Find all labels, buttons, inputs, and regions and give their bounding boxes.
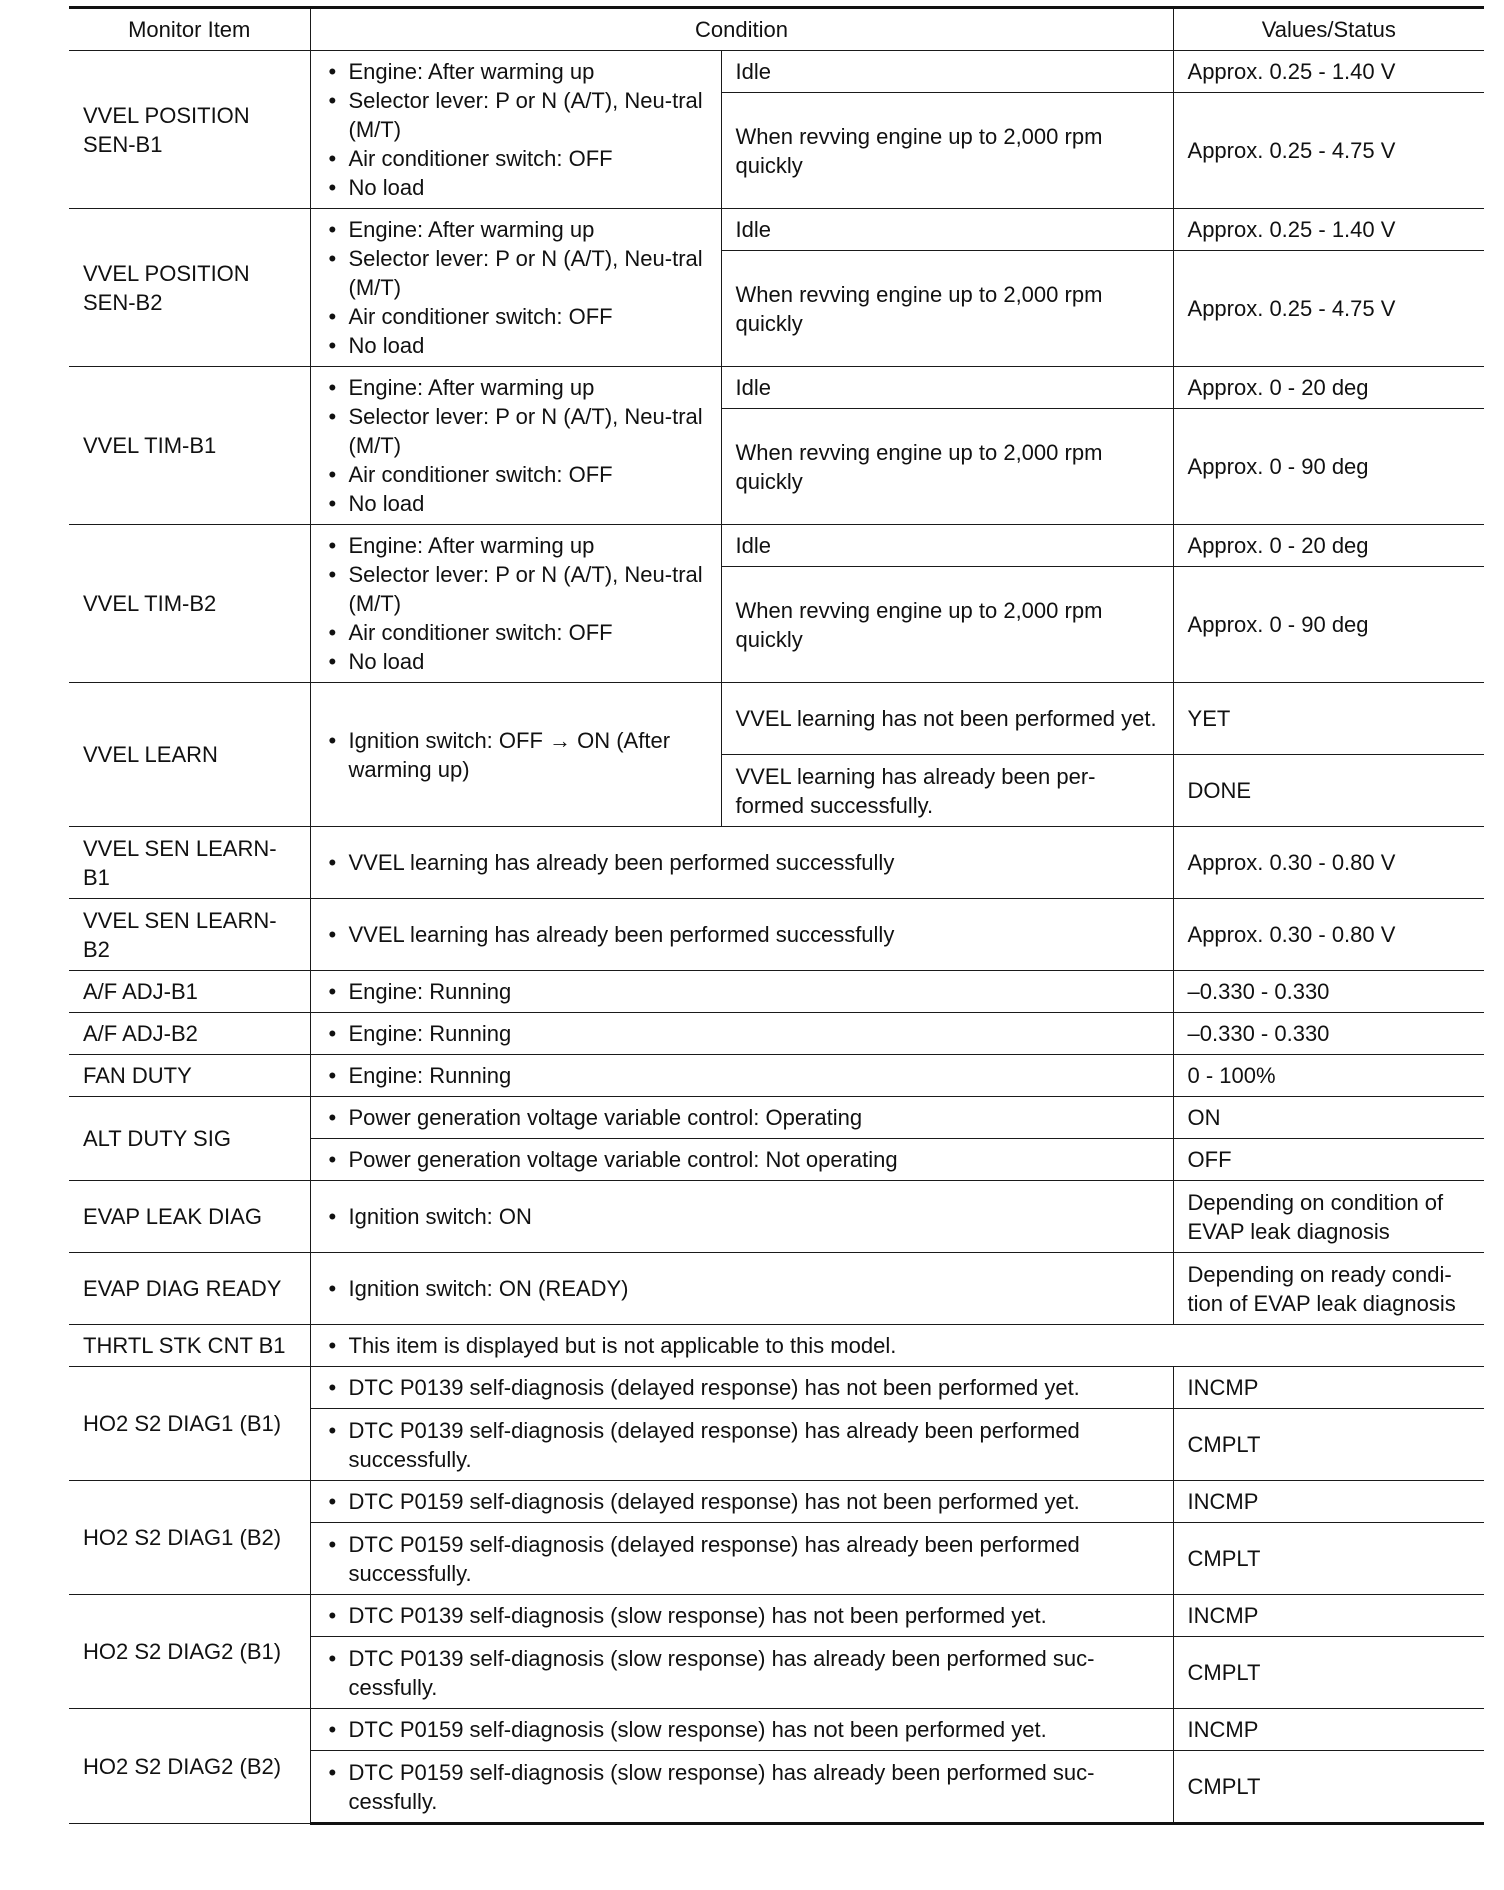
condition-bullet: • DTC P0139 self-diagnosis (slow response) has not been performed yet. (325, 1601, 1159, 1630)
value-cell: Approx. 0 - 20 deg (1173, 367, 1484, 409)
value-cell: –0.330 - 0.330 (1173, 1013, 1484, 1055)
condition-bullet: • DTC P0139 self-diagnosis (delayed response) has already been performed successfully. (325, 1416, 1159, 1474)
table-header-row (69, 8, 1484, 51)
value-cell: Approx. 0.30 - 0.80 V (1173, 827, 1484, 899)
condition-bullet: • Engine: Running (325, 1019, 1159, 1048)
value-cell: CMPLT (1173, 1637, 1484, 1709)
condition-list (310, 1409, 1173, 1481)
condition-bullet: • Air conditioner switch: OFF (325, 144, 707, 173)
value-cell: OFF (1173, 1139, 1484, 1181)
table-row (69, 1481, 1484, 1523)
monitor-item-name: VVEL POSITION SEN-B1 (69, 51, 310, 209)
condition-list (310, 1055, 1173, 1097)
table-row (69, 899, 1484, 971)
header-condition: Condition (310, 8, 1173, 51)
monitor-item-name: EVAP LEAK DIAG (69, 1181, 310, 1253)
value-cell: Approx. 0 - 90 deg (1173, 409, 1484, 525)
condition-list (310, 1481, 1173, 1523)
value-cell: Depending on condition of EVAP leak diagnosis (1173, 1181, 1484, 1253)
condition-bullet: • This item is displayed but is not applicable to this model. (325, 1331, 1471, 1360)
monitor-item-table (69, 6, 1484, 1825)
sub-condition: When revving engine up to 2,000 rpm quickly (721, 567, 1173, 683)
condition-list (310, 525, 721, 683)
value-cell: INCMP (1173, 1481, 1484, 1523)
value-cell: 0 - 100% (1173, 1055, 1484, 1097)
sub-condition: When revving engine up to 2,000 rpm quickly (721, 409, 1173, 525)
condition-list (310, 1325, 1484, 1367)
value-cell: CMPLT (1173, 1409, 1484, 1481)
condition-bullet: • Ignition switch: OFF → ON (After warming up) (325, 726, 707, 784)
condition-list (310, 1709, 1173, 1751)
table-row (69, 1013, 1484, 1055)
sub-condition: Idle (721, 51, 1173, 93)
table-row (69, 367, 1484, 409)
monitor-item-name: VVEL TIM-B2 (69, 525, 310, 683)
monitor-item-name: HO2 S2 DIAG1 (B2) (69, 1481, 310, 1595)
condition-bullet: • Engine: After warming up (325, 215, 707, 244)
condition-list (310, 51, 721, 209)
condition-list (310, 1523, 1173, 1595)
table-row (69, 683, 1484, 755)
value-cell: Depending on ready condi-tion of EVAP leak diagnosis (1173, 1253, 1484, 1325)
table-row (69, 971, 1484, 1013)
condition-list (310, 1637, 1173, 1709)
monitor-item-name: FAN DUTY (69, 1055, 310, 1097)
sub-condition: When revving engine up to 2,000 rpm quickly (721, 93, 1173, 209)
sub-condition: Idle (721, 367, 1173, 409)
value-cell: YET (1173, 683, 1484, 755)
condition-bullet: • No load (325, 647, 707, 676)
monitor-item-name: A/F ADJ-B2 (69, 1013, 310, 1055)
condition-bullet: • Engine: Running (325, 1061, 1159, 1090)
condition-list (310, 1181, 1173, 1253)
value-cell: –0.330 - 0.330 (1173, 971, 1484, 1013)
condition-bullet: • No load (325, 173, 707, 202)
condition-list (310, 209, 721, 367)
condition-list (310, 827, 1173, 899)
condition-bullet: • Ignition switch: ON (325, 1202, 1159, 1231)
condition-list (310, 367, 721, 525)
sub-condition: VVEL learning has already been per-formed successfully. (721, 755, 1173, 827)
table-row (69, 1325, 1484, 1367)
sub-condition: Idle (721, 209, 1173, 251)
condition-list (310, 1097, 1173, 1139)
condition-bullet: • DTC P0139 self-diagnosis (slow response) has already been performed suc-cessfully. (325, 1644, 1159, 1702)
table-row (69, 1253, 1484, 1325)
condition-bullet: • Selector lever: P or N (A/T), Neu-tral (M/T) (325, 560, 707, 618)
condition-bullet: • Power generation voltage variable control: Not operating (325, 1145, 1159, 1174)
value-cell: CMPLT (1173, 1751, 1484, 1824)
table-row (69, 1055, 1484, 1097)
condition-bullet: • Power generation voltage variable control: Operating (325, 1103, 1159, 1132)
table-row (69, 51, 1484, 93)
monitor-item-name: HO2 S2 DIAG1 (B1) (69, 1367, 310, 1481)
condition-list (310, 1139, 1173, 1181)
condition-bullet: • Selector lever: P or N (A/T), Neu-tral (M/T) (325, 244, 707, 302)
table-row (69, 1709, 1484, 1751)
value-cell: INCMP (1173, 1595, 1484, 1637)
value-cell: Approx. 0.25 - 1.40 V (1173, 51, 1484, 93)
sub-condition: When revving engine up to 2,000 rpm quickly (721, 251, 1173, 367)
monitor-item-name: VVEL LEARN (69, 683, 310, 827)
condition-list (310, 1751, 1173, 1824)
value-cell: CMPLT (1173, 1523, 1484, 1595)
value-cell: ON (1173, 1097, 1484, 1139)
monitor-item-name: HO2 S2 DIAG2 (B2) (69, 1709, 310, 1824)
condition-bullet: • VVEL learning has already been performed successfully (325, 848, 1159, 877)
condition-bullet: • DTC P0139 self-diagnosis (delayed response) has not been performed yet. (325, 1373, 1159, 1402)
monitor-item-name: HO2 S2 DIAG2 (B1) (69, 1595, 310, 1709)
value-cell: Approx. 0.25 - 1.40 V (1173, 209, 1484, 251)
table-row (69, 525, 1484, 567)
value-cell: DONE (1173, 755, 1484, 827)
condition-bullet: • DTC P0159 self-diagnosis (slow response) has already been performed suc-cessfully. (325, 1758, 1159, 1816)
monitor-item-name: VVEL SEN LEARN-B2 (69, 899, 310, 971)
condition-bullet: • Engine: Running (325, 977, 1159, 1006)
condition-bullet: • Air conditioner switch: OFF (325, 302, 707, 331)
monitor-item-name: VVEL SEN LEARN-B1 (69, 827, 310, 899)
condition-list (310, 1367, 1173, 1409)
condition-bullet: • Selector lever: P or N (A/T), Neu-tral (M/T) (325, 402, 707, 460)
condition-bullet: • Engine: After warming up (325, 373, 707, 402)
condition-list (310, 1253, 1173, 1325)
condition-bullet: • Engine: After warming up (325, 57, 707, 86)
table-row (69, 1367, 1484, 1409)
monitor-item-name: EVAP DIAG READY (69, 1253, 310, 1325)
header-monitor-item: Monitor Item (69, 8, 310, 51)
table-row (69, 1181, 1484, 1253)
condition-list (310, 683, 721, 827)
condition-bullet: • No load (325, 331, 707, 360)
sub-condition: VVEL learning has not been performed yet. (721, 683, 1173, 755)
value-cell: Approx. 0 - 90 deg (1173, 567, 1484, 683)
monitor-item-name: VVEL POSITION SEN-B2 (69, 209, 310, 367)
value-cell: INCMP (1173, 1367, 1484, 1409)
header-values-status: Values/Status (1173, 8, 1484, 51)
monitor-item-name: A/F ADJ-B1 (69, 971, 310, 1013)
sub-condition: Idle (721, 525, 1173, 567)
value-cell: Approx. 0 - 20 deg (1173, 525, 1484, 567)
condition-list (310, 1013, 1173, 1055)
monitor-item-name: THRTL STK CNT B1 (69, 1325, 310, 1367)
value-cell: Approx. 0.25 - 4.75 V (1173, 251, 1484, 367)
value-cell: INCMP (1173, 1709, 1484, 1751)
condition-list (310, 971, 1173, 1013)
condition-list (310, 899, 1173, 971)
table-row (69, 827, 1484, 899)
condition-bullet: • Selector lever: P or N (A/T), Neu-tral (M/T) (325, 86, 707, 144)
condition-bullet: • VVEL learning has already been performed successfully (325, 920, 1159, 949)
condition-bullet: • DTC P0159 self-diagnosis (delayed response) has already been performed successfully. (325, 1530, 1159, 1588)
condition-bullet: • Air conditioner switch: OFF (325, 618, 707, 647)
condition-bullet: • Engine: After warming up (325, 531, 707, 560)
table-row (69, 1097, 1484, 1139)
monitor-item-name: VVEL TIM-B1 (69, 367, 310, 525)
condition-bullet: • DTC P0159 self-diagnosis (delayed response) has not been performed yet. (325, 1487, 1159, 1516)
table-row (69, 1595, 1484, 1637)
condition-list (310, 1595, 1173, 1637)
condition-bullet: • No load (325, 489, 707, 518)
value-cell: Approx. 0.25 - 4.75 V (1173, 93, 1484, 209)
table-row (69, 209, 1484, 251)
condition-bullet: • Ignition switch: ON (READY) (325, 1274, 1159, 1303)
monitor-item-name: ALT DUTY SIG (69, 1097, 310, 1181)
value-cell: Approx. 0.30 - 0.80 V (1173, 899, 1484, 971)
condition-bullet: • DTC P0159 self-diagnosis (slow response) has not been performed yet. (325, 1715, 1159, 1744)
condition-bullet: • Air conditioner switch: OFF (325, 460, 707, 489)
